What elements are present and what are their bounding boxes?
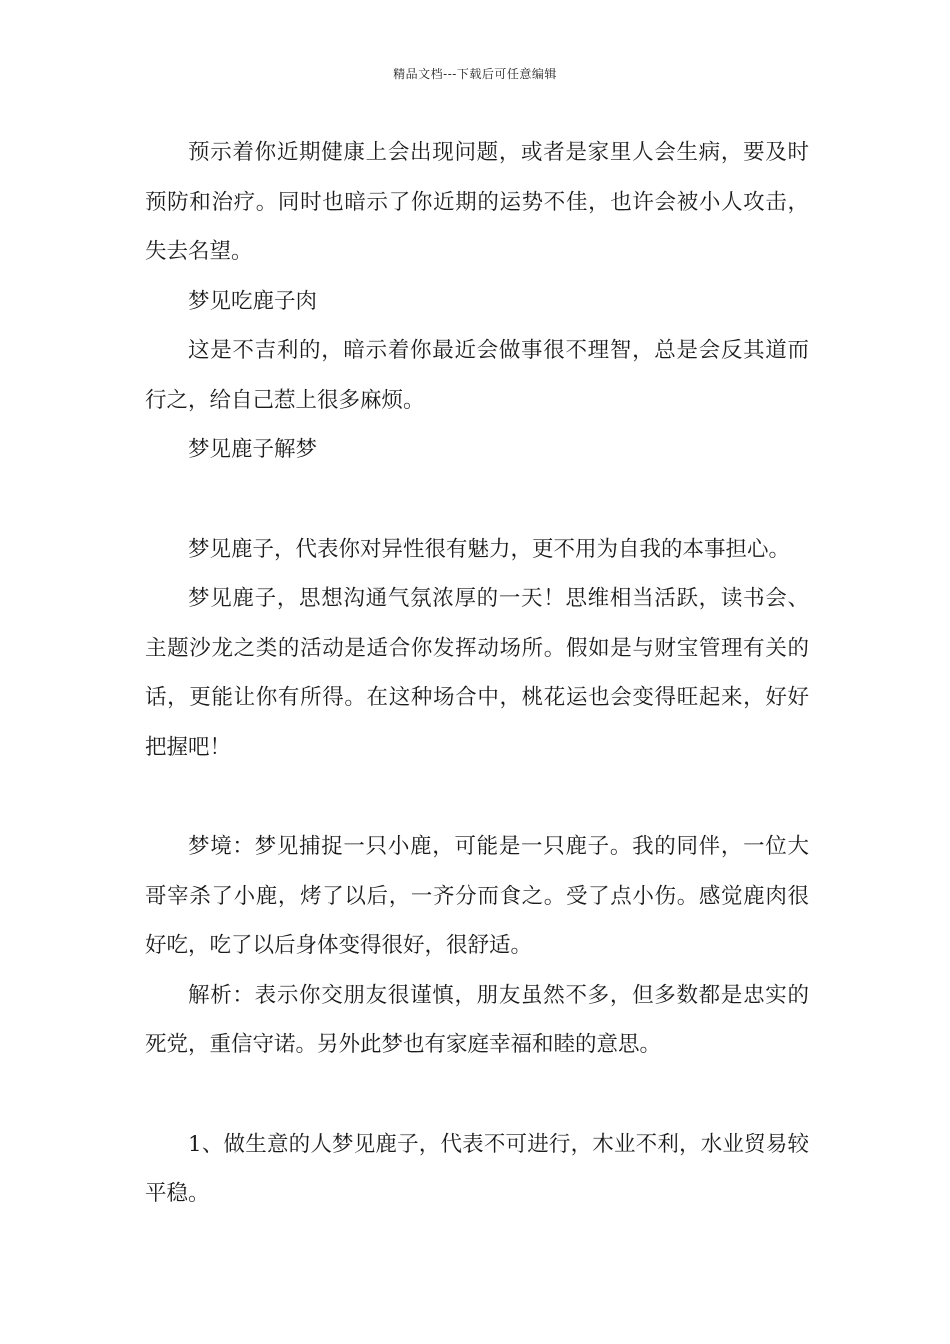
paragraph-analysis: 解析：表示你交朋友很谨慎，朋友虽然不多，但多数都是忠实的死党，重信守诺。另外此梦也有家庭幸福和睦的意思。 [145, 982, 809, 1057]
page-header: 精品文档---下载后可任意编辑 [393, 67, 557, 81]
heading-deer-dream-interpretation: 梦见鹿子解梦 [188, 437, 318, 462]
heading-eat-deer-meat: 梦见吃鹿子肉 [188, 288, 318, 314]
paragraph-health-warning: 预示着你近期健康上会出现问题，或者是家里人会生病，要及时预防和治疗。同时也暗示了你近期的运势不佳，也许会被小人攻击，失去名望。 [145, 140, 809, 264]
paragraph-dream-scene: 梦境：梦见捕捉一只小鹿，可能是一只鹿子。我的同伴，一位大哥宰杀了小鹿，烤了以后，一齐分而食之。受了点小伤。感觉鹿肉很好吃，吃了以后身体变得很好，很舒适。 [145, 834, 809, 958]
paragraph-list-item-1: 1、做生意的人梦见鹿子，代表不可进行，木业不利，水业贸易较平稳。 [145, 1131, 809, 1206]
paragraph-charm: 梦见鹿子，代表你对异性很有魅力，更不用为自我的本事担心。 [188, 536, 791, 562]
paragraph-gap [145, 475, 809, 525]
paragraph-gap [145, 1070, 809, 1120]
paragraph-gap [145, 772, 809, 822]
document-body [145, 128, 809, 1219]
paragraph-unlucky: 这是不吉利的，暗示着你最近会做事很不理智，总是会反其道而行之，给自己惹上很多麻烦。 [145, 338, 809, 413]
paragraph-communication: 梦见鹿子，思想沟通气氛浓厚的一天！思维相当活跃，读书会、主题沙龙之类的活动是适合你发挥动场所。假如是与财宝管理有关的话，更能让你有所得。在这种场合中，桃花运也会变得旺起来，好好把握吧！ [145, 586, 809, 760]
